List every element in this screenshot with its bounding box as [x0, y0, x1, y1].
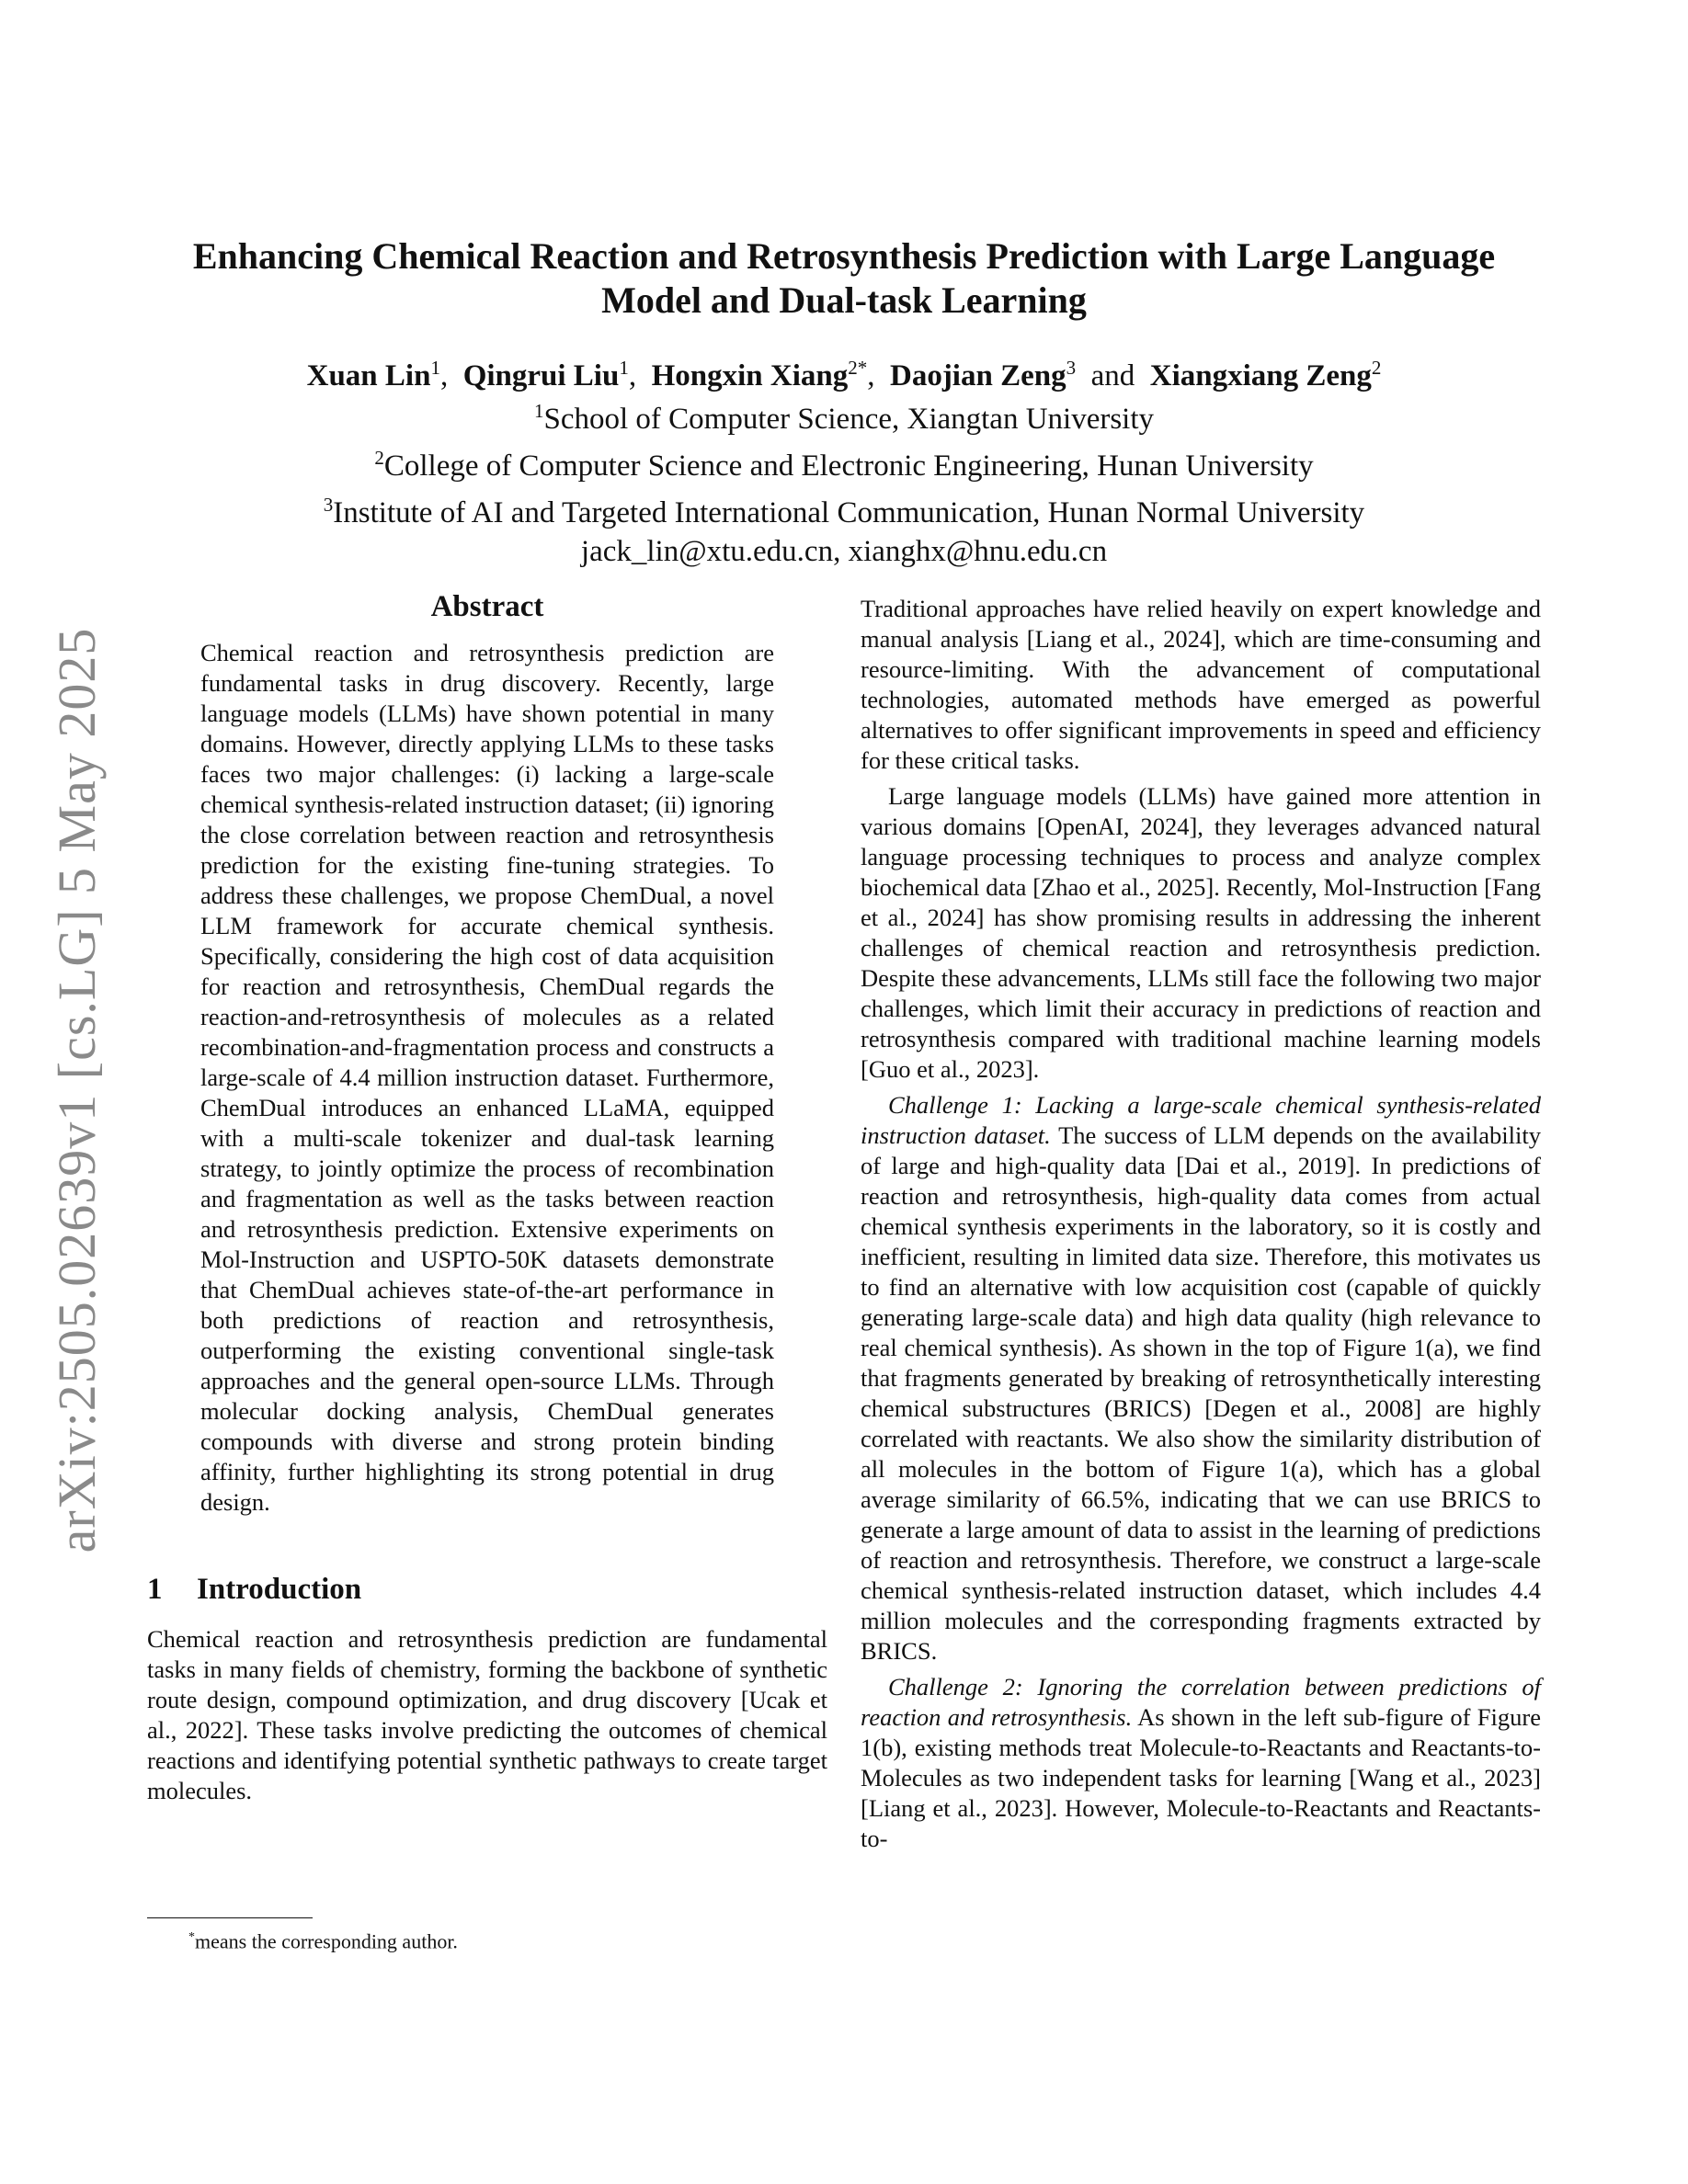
- paper-title: Enhancing Chemical Reaction and Retrosynthesis Prediction with Large Language Model and Dual-task Learning: [192, 235, 1496, 321]
- challenge-1-body: The success of LLM depends on the availability of large and high-quality data [Dai et al., 2019]. In predictions of reaction and retrosynthesis, high-quality data comes from actual chemical synthesis experiments in the laboratory, so it is costly and inefficient, resulting in limited data size. Therefore, this motivates us to find an alternative with low acquisition cost (capable of quickly generating large-scale data) and high data quality (high relevance to real chemical synthesis). As shown in the top of Figure 1(a), we find that fragments generated by breaking of retrosynthetically interesting chemical substructures (BRICS) [Degen et al., 2008] are highly correlated with reactants. We also show the similarity distribution of all molecules in the bottom of Figure 1(a), which has a global average similarity of 66.5%, indicating that we can use BRICS to generate a large amount of data to assist in the learning of predictions of reaction and retrosynthesis. Therefore, we construct a large-scale chemical synthesis-related instruction dataset, which includes 4.4 million molecules and the corresponding fragments extracted by BRICS.: [861, 1121, 1542, 1665]
- affiliation-mark: 1: [533, 400, 544, 422]
- body-paragraph: Large language models (LLMs) have gained more attention in various domains [OpenAI, 2024], they leverages advanced natural language processing techniques to process and analyze complex biochemical data [Zhao et al., 2025]. Recently, Mol-Instruction [Fang et al., 2024] has show promising results in addressing the inherent challenges of chemical reaction and retrosynthesis prediction. Despite these advancements, LLMs still face the following two major challenges, which limit their accuracy in predictions of reaction and retrosynthesis compared with traditional machine learning models [Guo et al., 2023].: [861, 782, 1541, 1083]
- author-list: [147, 349, 1541, 394]
- footnote-text: means the corresponding author.: [195, 1929, 458, 1953]
- affiliation: [147, 438, 1541, 485]
- author-affil-mark: 3: [1066, 357, 1077, 379]
- author-name: Xiangxiang Zeng: [1149, 359, 1372, 392]
- challenge-2-paragraph: [861, 1672, 1541, 1854]
- affiliation-mark: 3: [323, 494, 334, 516]
- affiliation-mark: 2: [374, 447, 384, 469]
- footnote: [188, 1925, 458, 1954]
- footnote-divider: [147, 1917, 313, 1918]
- author-name: Daojian Zeng: [889, 359, 1066, 392]
- abstract-text: Chemical reaction and retrosynthesis prediction are fundamental tasks in drug discovery. Recently, large language models (LLMs) have shown potential in many domains. However, directly applying LLMs to these tasks faces two major challenges: (i) lacking a large-scale chemical synthesis-related instruction dataset; (ii) ignoring the close correlation between reaction and retrosynthesis prediction for the existing fine-tuning strategies. To address these challenges, we propose ChemDual, a novel LLM framework for accurate chemical synthesis. Specifically, considering the high cost of data acquisition for reaction and retrosynthesis, ChemDual regards the reaction-and-retrosynthesis of molecules as a related recombination-and-fragmentation process and constructs a large-scale of 4.4 million instruction dataset. Furthermore, ChemDual introduces an enhanced LLaMA, equipped with a multi-scale tokenizer and dual-task learning strategy, to jointly optimize the process of recombination and fragmentation as well as the tasks between reaction and retrosynthesis prediction. Extensive experiments on Mol-Instruction and USPTO-50K datasets demonstrate that ChemDual achieves state-of-the-art performance in both predictions of reaction and retrosynthesis, outperforming the existing conventional single-task approaches and the general open-source LLMs. Through molecular docking analysis, ChemDual generates compounds with diverse and strong protein binding affinity, further highlighting its strong potential in drug design.: [200, 639, 774, 1516]
- author-affil-mark: 1: [430, 357, 440, 379]
- section-number: 1: [147, 1573, 163, 1606]
- footnote-mark: *: [188, 1930, 195, 1944]
- author-affil-mark: 2: [1371, 357, 1382, 379]
- author-and: and: [1090, 359, 1135, 392]
- author-separator: ,: [439, 359, 449, 392]
- affiliation-list: [147, 392, 1541, 571]
- right-column: [861, 594, 1541, 1860]
- affiliation-text: College of Computer Science and Electronic Engineering, Hunan University: [383, 449, 1314, 483]
- affiliation: [147, 485, 1541, 532]
- author-name: Hongxin Xiang: [651, 359, 849, 392]
- affiliation-text: School of Computer Science, Xiangtan University: [543, 403, 1155, 436]
- abstract-heading: Abstract: [430, 590, 544, 623]
- author-separator: ,: [867, 359, 875, 392]
- affiliation-text: Institute of AI and Targeted International Communication, Hunan Normal University: [333, 496, 1365, 529]
- author-emails: jack_lin@xtu.edu.cn, xianghx@hnu.edu.cn: [580, 535, 1108, 568]
- challenge-1-lead: Challenge 1: Lacking a large-scale chemical synthesis-related instruction dataset.: [861, 1091, 1541, 1149]
- author-name: Qingrui Liu: [462, 359, 620, 392]
- author-affil-mark: 1: [619, 357, 629, 379]
- challenge-1-paragraph: [861, 1090, 1541, 1666]
- author-name: Xuan Lin: [306, 359, 431, 392]
- challenge-2-lead: Challenge 2: Ignoring the correlation between predictions of reaction and retrosynthesis.: [861, 1673, 1541, 1731]
- affiliation: [147, 392, 1541, 438]
- arxiv-identifier-stamp: arXiv:2505.02639v1 [cs.LG] 5 May 2025: [47, 627, 107, 1553]
- author-affil-mark: 2*: [848, 357, 868, 379]
- left-column: [147, 588, 827, 1806]
- section-title: Introduction: [197, 1573, 362, 1606]
- section-heading: [147, 1571, 827, 1608]
- author-separator: ,: [628, 359, 637, 392]
- body-paragraph: Traditional approaches have relied heavily on expert knowledge and manual analysis [Liang et al., 2024], which are time-consuming and resource-limiting. With the advancement of computational technologies, automated methods have emerged as powerful alternatives to offer significant improvements in speed and efficiency for these critical tasks.: [861, 595, 1541, 774]
- intro-paragraph: Chemical reaction and retrosynthesis prediction are fundamental tasks in many fields of chemistry, forming the backbone of synthetic route design, compound optimization, and drug discovery [Ucak et al., 2022]. These tasks involve predicting the outcomes of chemical reactions and identifying potential synthetic pathways to create target molecules.: [147, 1625, 827, 1804]
- challenge-2-body: As shown in the left sub-figure of Figure 1(b), existing methods treat Molecule-to-Reactants and Reactants-to-Molecules as two independent tasks for learning [Wang et al., 2023] [Liang et al., 2023]. However, Molecule-to-Reactants and Reactants-to-: [861, 1703, 1541, 1852]
